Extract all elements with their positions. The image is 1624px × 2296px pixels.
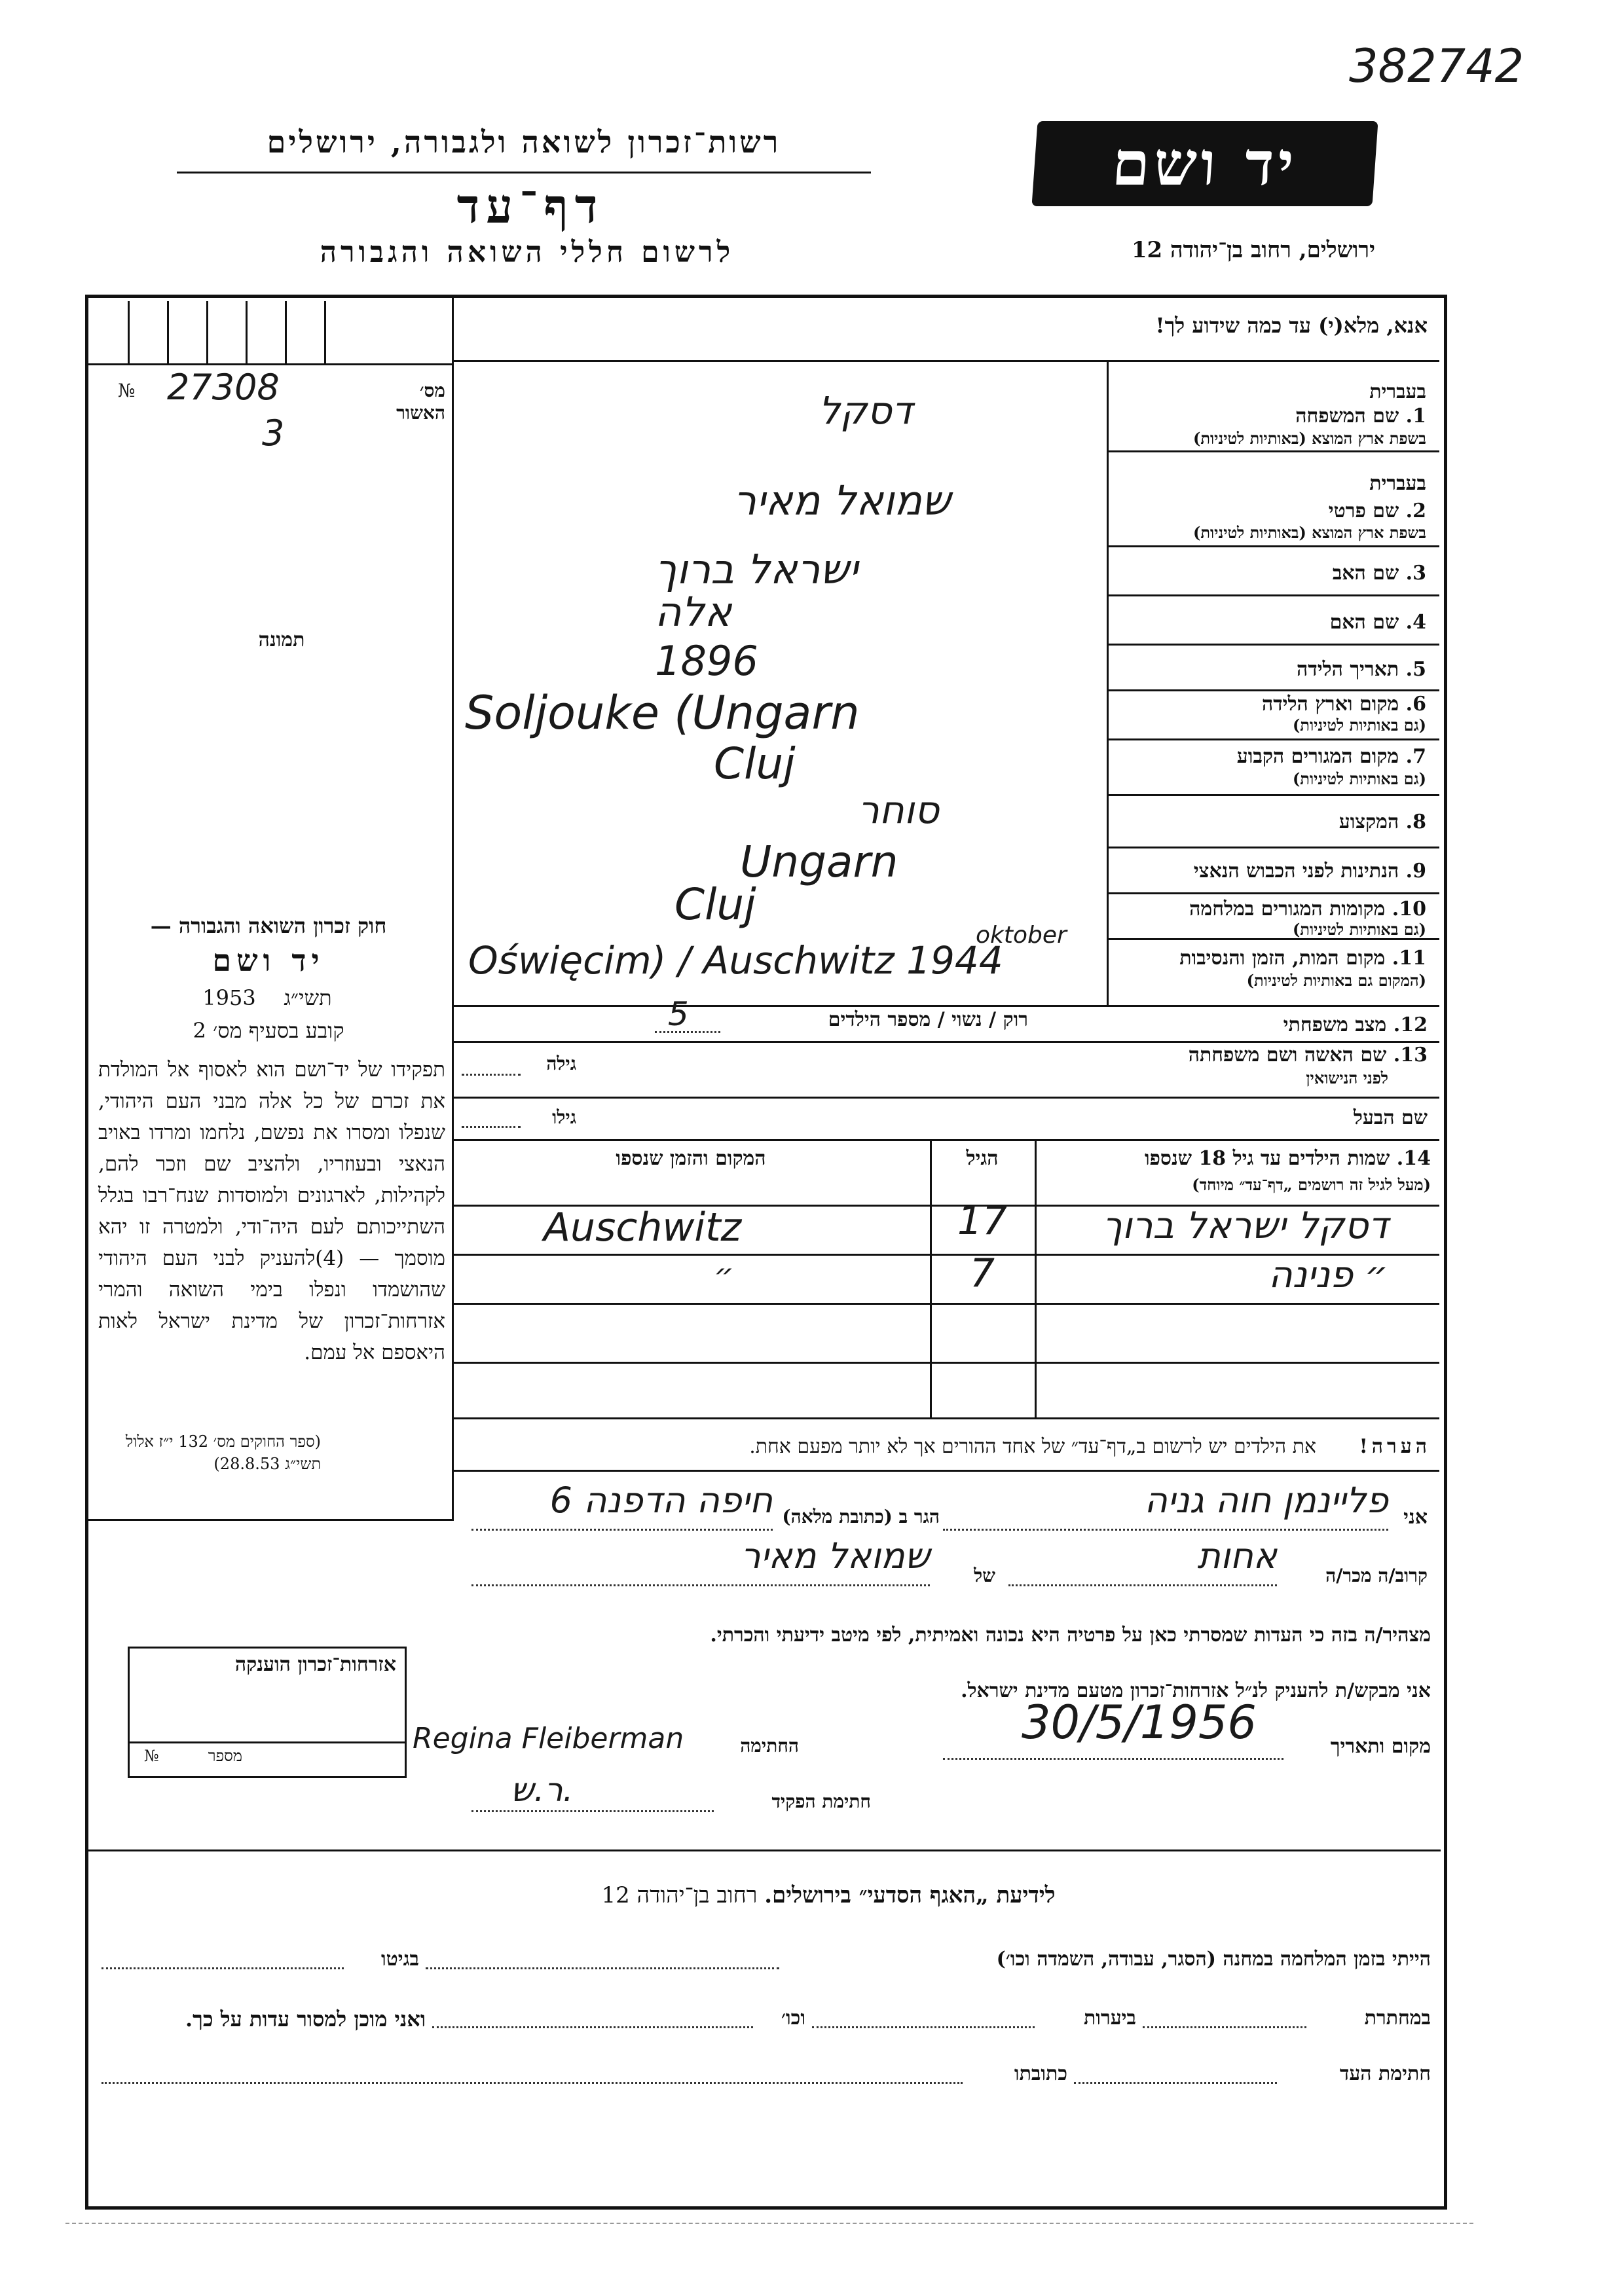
org-name: רשות־זכרון לשואה ולגבורה, ירושלים xyxy=(267,124,781,160)
org-address: ירושלים, רחוב בן־יהודה 12 xyxy=(1131,237,1375,263)
bottom-line3-dots-a xyxy=(1074,2082,1277,2084)
law-section: קובע בסעיף מס׳ 2 xyxy=(193,1018,344,1043)
field-2-value: שמואל מאיר xyxy=(733,477,951,524)
decl-of-name: שמואל מאיר xyxy=(741,1535,930,1576)
field-4-label: 4. שם האם xyxy=(1329,611,1426,634)
field-10-label: 10. מקומות המגורים במלחמה xyxy=(1189,898,1426,920)
field-2-tag: בעברית xyxy=(1369,472,1426,495)
page-bottom-rule xyxy=(65,2223,1473,2224)
bottom-line2-dots-a xyxy=(1143,2026,1306,2028)
children-top-line xyxy=(452,1139,1439,1141)
clerk-signature-line xyxy=(471,1810,714,1812)
approval-no-prefix: № xyxy=(118,380,136,401)
decl-i-label: אני xyxy=(1403,1506,1428,1529)
field-11-value: Oświęcim) / Auschwitz 1944 xyxy=(468,938,1003,983)
row12-top-line xyxy=(452,1005,1439,1007)
field-2-sub: בשפת ארץ המוצא (באותיות לטיניות) xyxy=(1193,523,1426,542)
field-3-value: ישראל ברוך xyxy=(655,545,858,593)
citizenship-no-label: מספר xyxy=(208,1747,242,1765)
approval-number: 27308 xyxy=(167,367,280,408)
child-2-age: 7 xyxy=(969,1250,995,1296)
field-1-label: 1. שם המשפחה xyxy=(1295,405,1426,428)
citizenship-no-symbol: № xyxy=(144,1747,159,1765)
field-7-label: 7. מקום המגורים הקבוע xyxy=(1236,745,1426,768)
wife-age-label: גילה xyxy=(546,1053,576,1074)
husband-label: שם הבעל xyxy=(1353,1106,1428,1129)
bottom-line2-a: במחתרת xyxy=(1364,2007,1431,2030)
law-year-heb: תשי״ג xyxy=(284,985,332,1010)
row12-label: 12. מצב משפחתי xyxy=(1283,1013,1428,1036)
note-label: הערה! xyxy=(1359,1435,1431,1458)
clerk-signature-label: חתימת הפקיד xyxy=(771,1791,871,1812)
decl-relative-label: קרוב/ה מכר/ה xyxy=(1325,1565,1428,1586)
decl-relation: אחות xyxy=(1197,1535,1277,1576)
citizenship-title: אזרחות־זכרון הוענקה xyxy=(234,1653,396,1676)
law-reference: (ספר החוקים מס׳ 132 י״ז אלול תשי״ג 28.8.53) xyxy=(125,1432,321,1473)
children-row-line-3 xyxy=(452,1303,1439,1305)
husband-age-label: גילו xyxy=(552,1106,576,1128)
photo-label: תמונה xyxy=(258,629,305,651)
bottom-line3-a: חתימת העד xyxy=(1339,2062,1431,2085)
children-row-line-4 xyxy=(452,1362,1439,1364)
corner-archive-number: 382742 xyxy=(1349,39,1524,93)
field-6-value: Soljouke (Ungarn xyxy=(465,686,860,740)
child-1-age: 17 xyxy=(957,1198,1008,1244)
bottom-line2-d: ואני מוכן למסור עדות על כך. xyxy=(185,2007,426,2032)
org-underline xyxy=(177,172,871,173)
bottom-line3-b: כתובתו xyxy=(1014,2062,1067,2085)
instruction-text: אנא, מלא(י) עד כמה שידוע לך! xyxy=(1155,313,1428,338)
bottom-title xyxy=(458,1882,1198,1908)
field-5-label: 5. תאריך הלידה xyxy=(1297,658,1426,681)
field-9-value: Ungarn xyxy=(740,837,898,887)
law-title: חוק זכרון השואה והגבורה — xyxy=(150,913,387,938)
bottom-line2-c: וכו׳ xyxy=(781,2007,805,2030)
logo-text: יד ושם xyxy=(1109,128,1301,199)
note-bottom-line xyxy=(452,1470,1439,1472)
bottom-line2-dots-b xyxy=(812,2026,1035,2028)
field-10-sub: (גם באותיות לטיניות) xyxy=(1292,920,1426,939)
bottom-line2-dots-c xyxy=(432,2026,753,2028)
field-3-label: 3. שם האב xyxy=(1332,562,1426,585)
law-text: תפקידו של יד־ושם הוא לאסוף אל המולדת את זכרם של כל אלה מבני העם היהודי, שנפלו ומסרו את נפשם, נלחמו ומרדו באויב הנאצי ובעוזריו, ולהציב שם וזכר להם, לקהילות, לארגונים ולמוסדות שנח־רבו בגלל השתייכותם לעם היה־ודי, ולמטרה זו יהא מוסמך — (4)להעניק לבני העם היהודי שהושמדו ונפלו בימי השואה והמרי אזרחות־זכרון של מדינת ישראל לאות היאספם אל עמם. xyxy=(98,1058,445,1364)
field-11-sub: (המקום גם באותיות לטיניות) xyxy=(1246,971,1426,990)
form-title: דף־עד xyxy=(456,178,604,234)
decl-signature-label: החתימה xyxy=(740,1735,799,1757)
decl-address: חיפה הדפנה 6 xyxy=(549,1480,773,1521)
field-9-label: 9. הנתינות לפני הכבוש הנאצי xyxy=(1193,860,1426,883)
yad-vashem-logo xyxy=(1031,121,1378,206)
citizenship-box-divider xyxy=(128,1741,405,1743)
bottom-line1-b: בגיטו xyxy=(380,1948,419,1971)
children-sub: (מעל לגיל זה רושמים „דף־עד״ מיוחד) xyxy=(1192,1175,1431,1194)
field-6-label: 6. מקום וארץ הלידה xyxy=(1261,693,1426,716)
field-11-extra: oktober xyxy=(976,922,1067,949)
field-4-value: אלה xyxy=(655,588,732,636)
children-title: 14. שמות הילדים עד גיל 18 שנספו xyxy=(1144,1147,1431,1170)
husband-age-line xyxy=(462,1126,521,1128)
bottom-title-bold: לידיעת „האגף הסדעי״ בירושלים. xyxy=(764,1882,1056,1908)
row12-options: רוק / נשוי / מספר הילדים xyxy=(828,1008,1028,1031)
field-1-sub: בשפת ארץ המוצא (באותיות לטיניות) xyxy=(1193,429,1426,448)
decl-signature: Regina Fleiberman xyxy=(413,1722,684,1755)
decl-of-line xyxy=(471,1584,930,1586)
bottom-line3-dots-b xyxy=(101,2082,963,2084)
decl-relation-line xyxy=(1008,1584,1277,1586)
husband-top-line xyxy=(452,1097,1439,1099)
wife-age-line xyxy=(462,1074,521,1076)
field-2-label: 2. שם פרטי xyxy=(1328,500,1426,522)
clerk-signature: ר.ש. xyxy=(511,1771,574,1809)
child-1-name: דסקל ישראל ברוך xyxy=(1102,1205,1388,1247)
fields-table xyxy=(452,362,1439,1007)
children-age-header: הגיל xyxy=(966,1147,999,1170)
note-text: את הילדים יש לרשום ב„דף־עד״ של אחד ההורים אך לא יותר מפעם אחת. xyxy=(749,1435,1316,1458)
field-7-value: Cluj xyxy=(714,738,796,789)
field-1-value: דסקל xyxy=(819,388,913,433)
field-8-value: סוחר xyxy=(858,788,940,832)
left-header-line xyxy=(88,363,452,365)
row13-label: 13. שם האשה ושם משפחתה xyxy=(1188,1044,1428,1066)
field-5-value: 1896 xyxy=(655,637,758,685)
law-year-greg: 1953 xyxy=(202,985,256,1010)
field-11-label: 11. מקום המות, הזמן והנסיבות xyxy=(1179,947,1426,970)
approval-label: מס׳ האשור xyxy=(396,380,445,424)
bottom-title-rest: רחוב בן־יהודה 12 xyxy=(601,1882,758,1908)
decl-request: אני מבקש/ת להעניק לנ״ל אזרחות־זכרון מטעם מדינת ישראל. xyxy=(961,1679,1431,1702)
children-row-line-5 xyxy=(452,1417,1439,1419)
decl-name: פליינמן חוה גניה xyxy=(1144,1480,1388,1521)
bottom-line1-dots-a xyxy=(426,1967,779,1969)
children-place-header: המקום והזמן שנספו xyxy=(616,1147,766,1170)
bottom-line2-b: ביערות xyxy=(1083,2007,1136,2030)
child-1-place: Auschwitz xyxy=(544,1205,742,1250)
left-bottom-line xyxy=(88,1519,454,1521)
field-8-label: 8. המקצוע xyxy=(1338,811,1426,833)
bottom-line1-dots-b xyxy=(101,1967,344,1969)
field-10-value: Cluj xyxy=(674,879,756,930)
left-tick-boxes xyxy=(92,301,449,363)
decl-place-date: 30/5/1956 xyxy=(1022,1696,1257,1749)
form-subtitle: לרשום חללי השואה והגבורה xyxy=(320,236,735,269)
bottom-section-line xyxy=(88,1850,1441,1851)
field-6-sub: (גם באותיות לטיניות) xyxy=(1292,716,1426,735)
decl-name-line xyxy=(943,1529,1388,1531)
children-col2 xyxy=(1035,1139,1037,1417)
decl-address-line xyxy=(471,1529,773,1531)
children-count: 5 xyxy=(668,995,689,1033)
row13-sub: לפני הנישואין xyxy=(1306,1068,1388,1087)
approval-sub: 3 xyxy=(262,412,285,454)
children-col1 xyxy=(930,1139,932,1417)
bottom-line1-a: הייתי בזמן המלחמה במחנה (הסגר, עבודה, השמדה וכו׳) xyxy=(996,1948,1431,1971)
field-7-sub: (גם באותיות לטיניות) xyxy=(1292,769,1426,788)
decl-of-label: של xyxy=(974,1565,995,1586)
row13-top-line xyxy=(452,1041,1439,1043)
decl-statement: מצהיר/ה בזה כי העדות שמסרתי כאן על פרטיה היא נכונה ואמיתית, לפי מיטב ידיעתי והכרתי. xyxy=(710,1624,1431,1647)
decl-resident-label: הגר ב (כתובת מלאה) xyxy=(782,1506,940,1527)
field-1-tag: בעברית xyxy=(1369,380,1426,403)
decl-place-date-line xyxy=(943,1758,1283,1760)
child-2-name: ״ פנינה xyxy=(1268,1254,1388,1296)
law-name: יד ושם xyxy=(212,943,325,978)
child-2-place: ״ xyxy=(714,1257,734,1294)
decl-place-date-label: מקום ותאריך xyxy=(1330,1735,1431,1758)
